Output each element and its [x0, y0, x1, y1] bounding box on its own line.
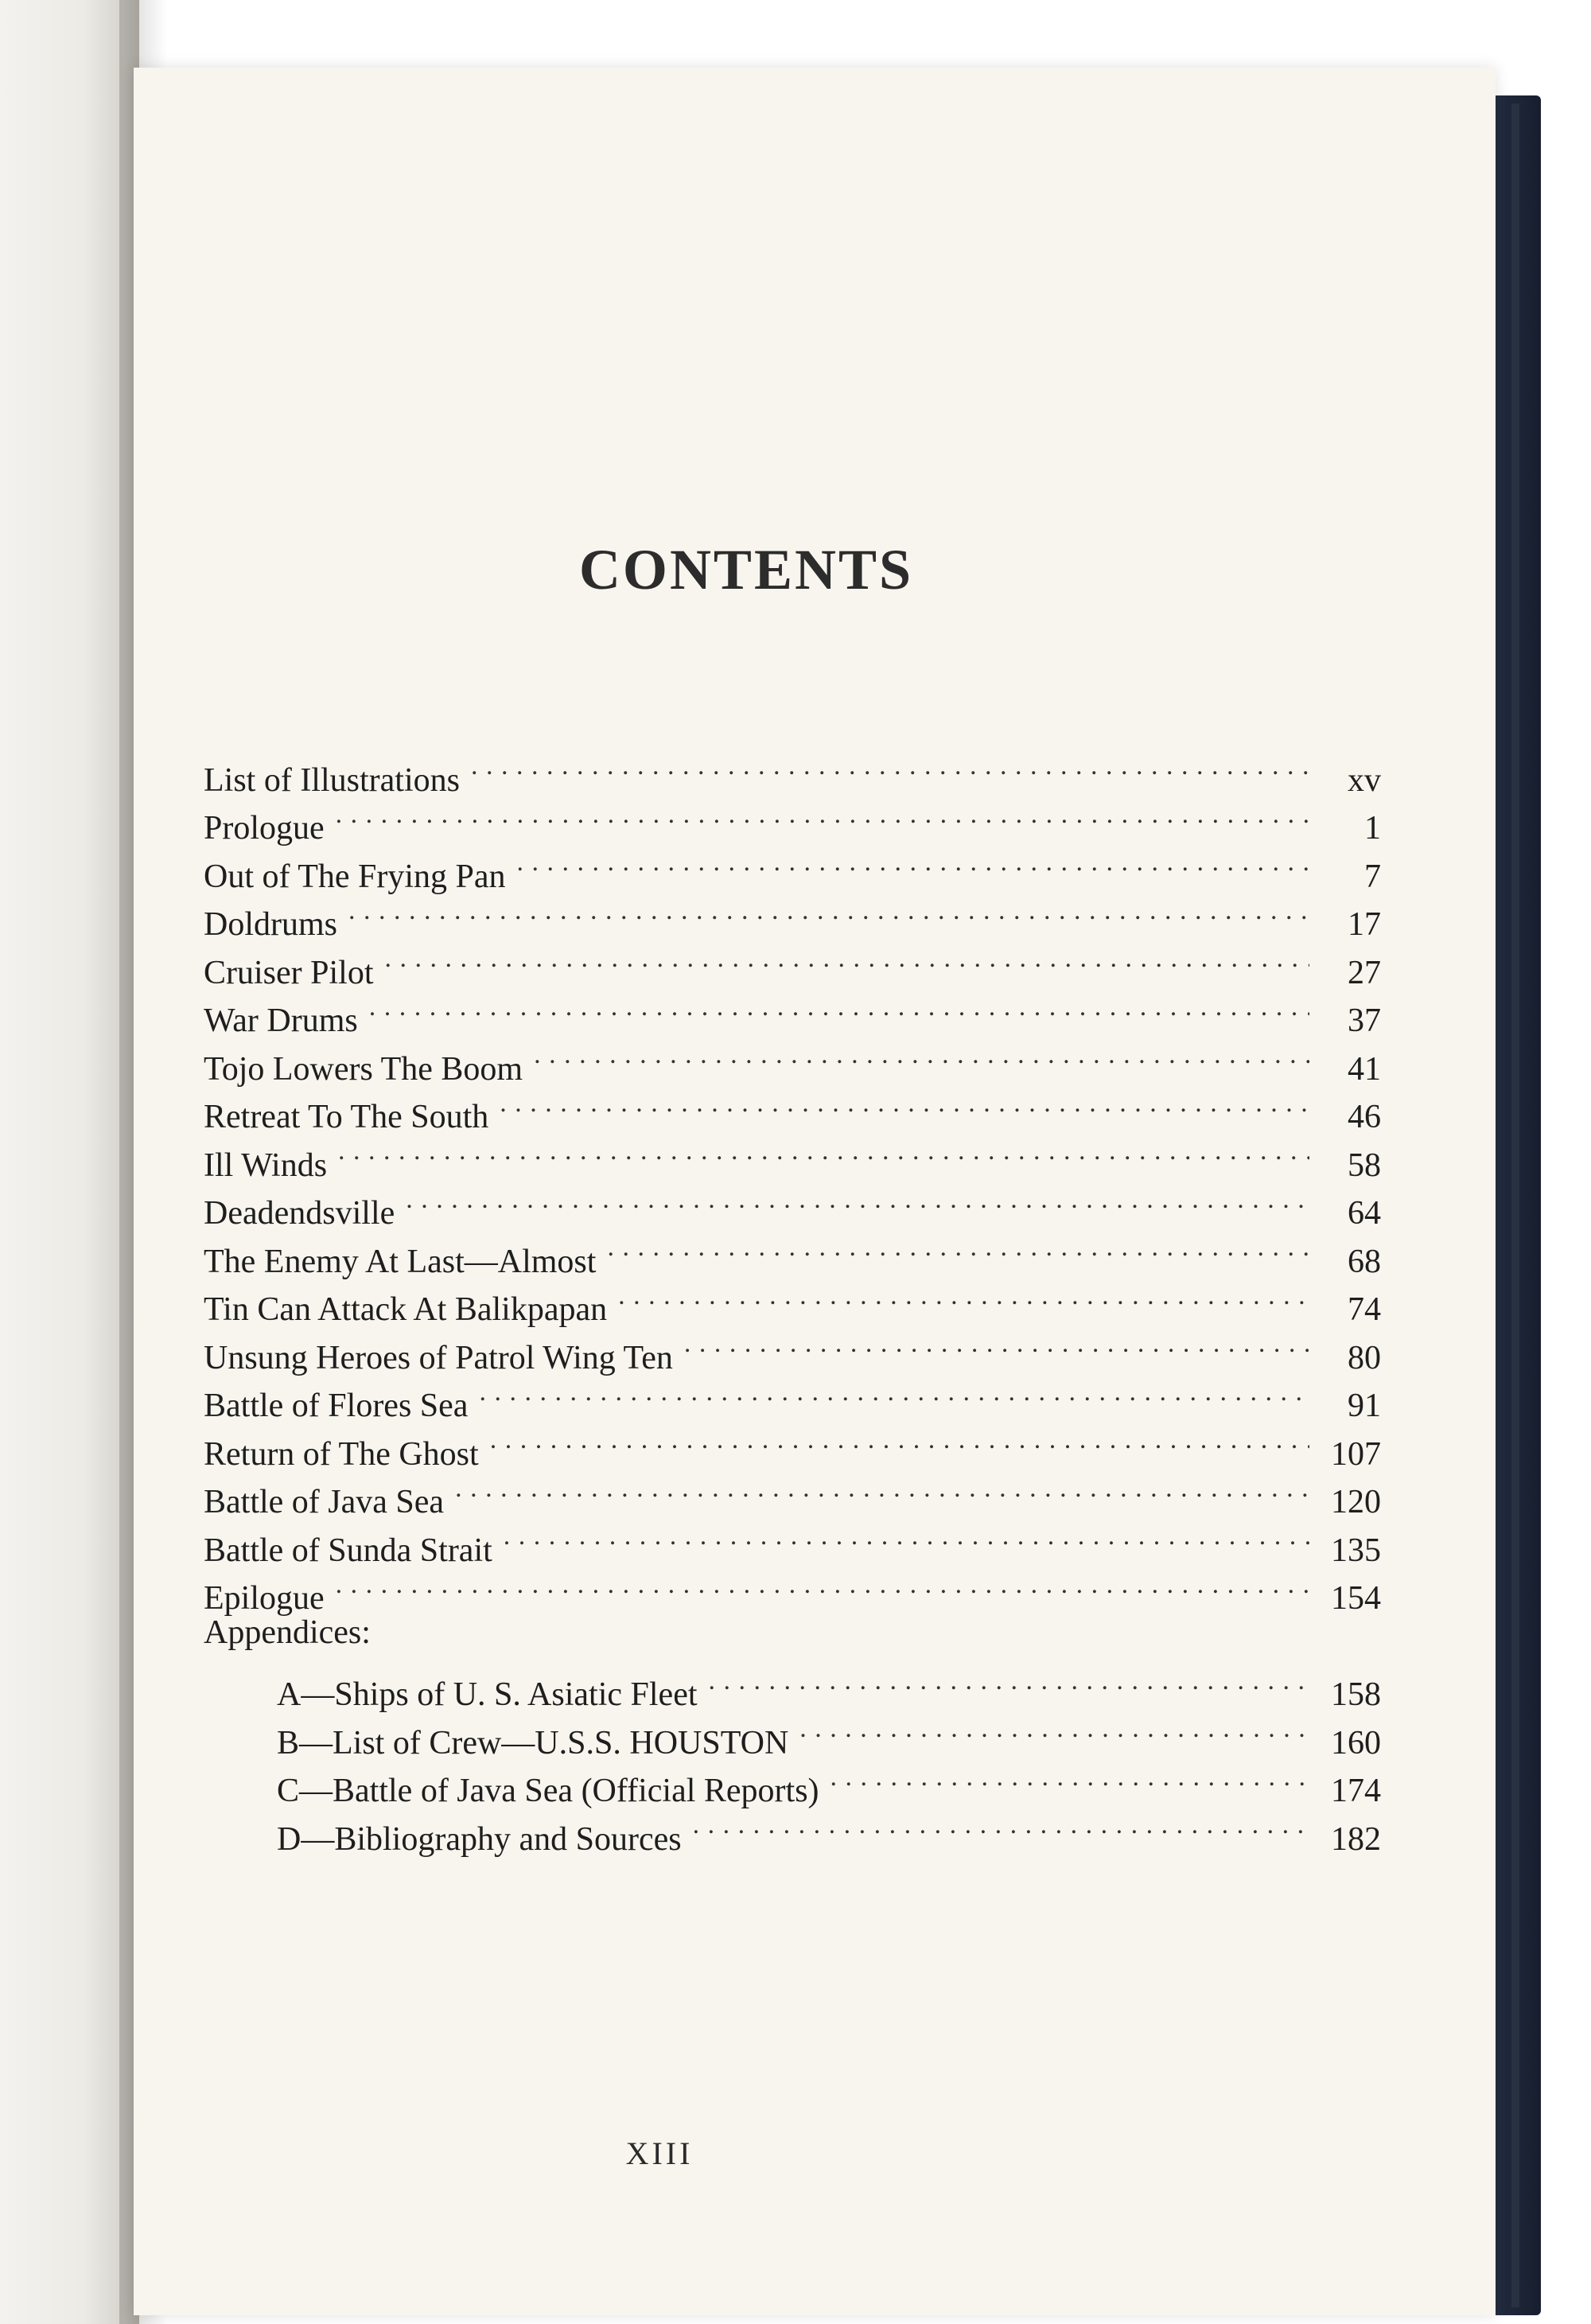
entry-page-number: 58: [1348, 1146, 1381, 1184]
contents-page: [134, 68, 1496, 2315]
dot-leader: [336, 791, 1309, 839]
left-facing-page-edge: [0, 0, 139, 2324]
toc-entry: [204, 1561, 1381, 1617]
dot-leader: [618, 1272, 1309, 1321]
entry-page-number: 80: [1348, 1339, 1381, 1376]
cover-sheen: [1511, 103, 1519, 2307]
folio-number: XIII: [625, 2135, 694, 2171]
entry-page-number: xv: [1348, 761, 1381, 799]
dot-leader: [385, 935, 1309, 983]
entry-page-number: 174: [1331, 1773, 1381, 1809]
entry-page-number: 27: [1348, 954, 1381, 991]
dot-leader: [490, 1416, 1309, 1465]
entry-title: D—Bibliography and Sources: [277, 1820, 682, 1858]
dot-leader: [684, 1320, 1309, 1368]
toc-entry: [204, 887, 1381, 943]
entry-title: Doldrums: [204, 906, 337, 943]
entry-title: Battle of Sunda Strait: [204, 1532, 492, 1569]
toc-entry: [204, 983, 1381, 1039]
entry-title: Cruiser Pilot: [204, 954, 374, 991]
entry-page-number: 107: [1331, 1435, 1381, 1473]
entry-title: Prologue: [204, 810, 325, 847]
dot-leader: [534, 1031, 1309, 1080]
entry-page-number: 160: [1331, 1724, 1381, 1761]
dot-leader: [709, 1657, 1309, 1706]
entry-title: Out of The Frying Pan: [204, 858, 506, 895]
dot-leader: [607, 1224, 1309, 1272]
toc-entry: [204, 1031, 1381, 1088]
entry-title: B—List of Crew—U.S.S. HOUSTON: [277, 1724, 789, 1761]
entry-title: War Drums: [204, 1002, 358, 1039]
toc-entry: [204, 1127, 1381, 1184]
entry-page-number: 46: [1348, 1099, 1381, 1135]
dot-leader: [799, 1705, 1309, 1754]
dot-leader: [369, 983, 1309, 1032]
entry-title: Battle of Flores Sea: [204, 1388, 469, 1424]
entry-page-number: 74: [1348, 1291, 1381, 1328]
entry-title: C—Battle of Java Sea (Official Reports): [277, 1773, 819, 1809]
entry-title: The Enemy At Last—Almost: [204, 1243, 597, 1280]
entry-title: Epilogue: [204, 1580, 325, 1617]
toc-entry: [204, 791, 1381, 847]
entry-title: Tin Can Attack At Balikpapan: [204, 1291, 608, 1328]
entry-page-number: 91: [1348, 1388, 1381, 1424]
entry-title: Return of The Ghost: [204, 1435, 479, 1473]
dot-leader: [471, 742, 1309, 791]
dot-leader: [336, 1561, 1309, 1610]
dot-leader: [693, 1801, 1309, 1850]
entry-page-number: 68: [1348, 1243, 1381, 1280]
entry-title: Unsung Heroes of Patrol Wing Ten: [204, 1339, 673, 1376]
entry-title: A—Ships of U. S. Asiatic Fleet: [277, 1676, 698, 1713]
entry-page-number: 37: [1348, 1002, 1381, 1039]
entry-page-number: 158: [1331, 1676, 1381, 1713]
entry-title: Battle of Java Sea: [204, 1484, 445, 1520]
entry-title: Ill Winds: [204, 1146, 328, 1184]
entry-title: Tojo Lowers The Boom: [204, 1050, 523, 1088]
toc-entry: [204, 1176, 1381, 1232]
dot-leader: [504, 1512, 1309, 1561]
page-folio: [134, 2135, 1496, 2172]
entry-page-number: 1: [1364, 810, 1381, 847]
appendices-label: Appendices:: [204, 1614, 371, 1651]
entry-page-number: 120: [1331, 1484, 1381, 1520]
entry-page-number: 7: [1364, 858, 1381, 895]
dot-leader: [348, 887, 1309, 936]
dot-leader: [406, 1176, 1309, 1224]
entry-page-number: 41: [1348, 1050, 1381, 1088]
dot-leader: [517, 839, 1309, 887]
entry-page-number: 64: [1348, 1195, 1381, 1232]
entry-page-number: 135: [1331, 1532, 1381, 1569]
entry-title: Retreat To The South: [204, 1099, 489, 1135]
dot-leader: [831, 1754, 1309, 1802]
toc-entry: [204, 742, 1381, 799]
entry-title: List of Illustrations: [204, 761, 460, 799]
entry-page-number: 17: [1348, 906, 1381, 943]
dot-leader: [338, 1127, 1309, 1176]
dot-leader: [479, 1368, 1309, 1417]
appendix-entry: [204, 1657, 1381, 1713]
table-of-contents: [204, 742, 1381, 1858]
entry-page-number: 182: [1331, 1820, 1381, 1858]
toc-entry: [204, 935, 1381, 991]
toc-entry: [204, 839, 1381, 895]
entry-title: Deadendsville: [204, 1195, 395, 1232]
dot-leader: [500, 1080, 1309, 1128]
dot-leader: [455, 1465, 1309, 1513]
page-title: CONTENTS: [578, 538, 914, 601]
entry-page-number: 154: [1331, 1580, 1381, 1617]
